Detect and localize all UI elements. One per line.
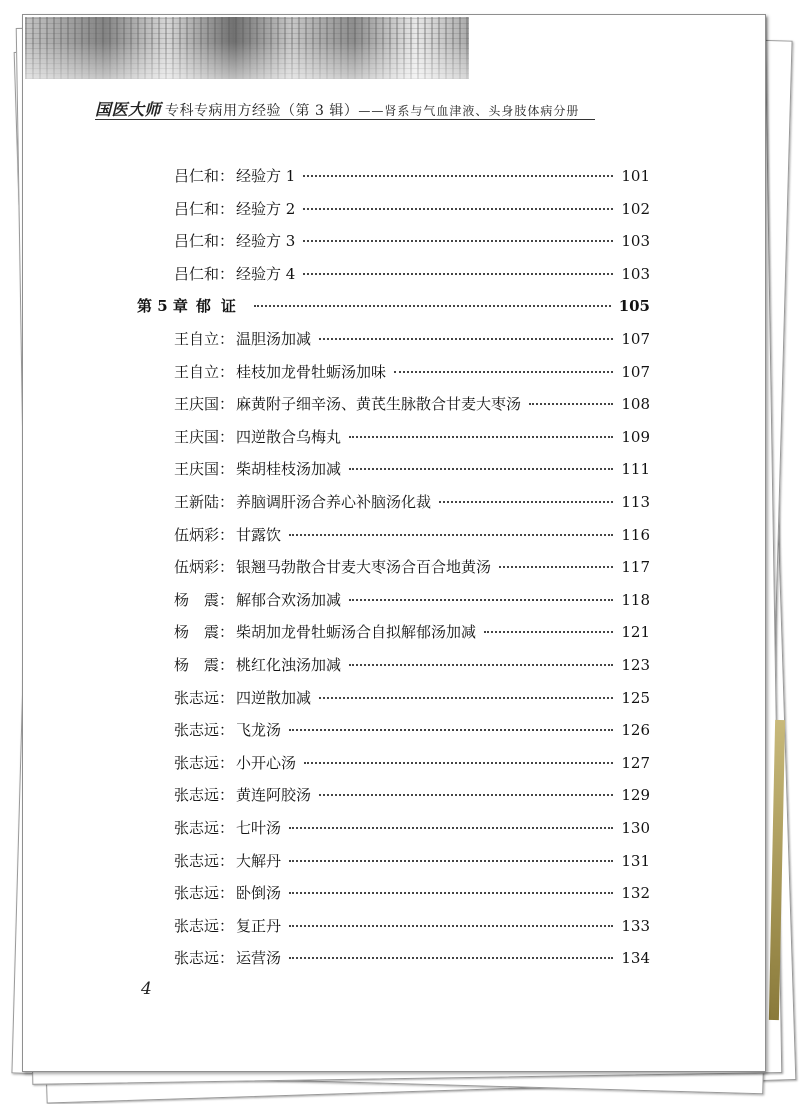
- entry-title: 运营汤: [236, 949, 282, 968]
- toc-entry-label: [174, 230, 295, 251]
- separator-colon: ：: [219, 232, 235, 251]
- toc-entry-label: [174, 947, 281, 968]
- toc-entry-label: [174, 426, 341, 447]
- separator-colon: ：: [219, 493, 235, 511]
- toc-page-number: 107: [621, 330, 650, 348]
- entry-title: 柴胡桂枝汤加减: [236, 460, 342, 479]
- toc-entry-row[interactable]: [174, 426, 650, 450]
- entry-title: 桃红化浊汤加减: [236, 656, 342, 674]
- toc-page-number: 107: [621, 362, 650, 381]
- author-name: 张志远: [174, 753, 220, 772]
- entry-title: 银翘马勃散合甘麦大枣汤合百合地黄汤: [236, 558, 492, 577]
- toc-page-number: 105: [618, 297, 650, 316]
- author-name: 张志远: [174, 851, 220, 870]
- separator-colon: ：: [219, 656, 235, 674]
- toc-page-number: 121: [621, 623, 650, 642]
- separator-colon: ：: [219, 167, 235, 185]
- dot-leader: [289, 860, 613, 862]
- separator-colon: ：: [219, 199, 235, 218]
- toc-entry-label: [174, 328, 311, 349]
- series-brand: 国医大师: [95, 100, 162, 119]
- chapter-number: 第 5 章: [137, 297, 188, 316]
- toc-entry-row[interactable]: [174, 621, 650, 645]
- entry-title: 温胆汤加减: [236, 330, 312, 348]
- toc-entry-label: [174, 784, 311, 805]
- entry-title: 甘露饮: [236, 525, 282, 544]
- toc-page-number: 109: [621, 427, 650, 446]
- toc-entry-row[interactable]: [174, 165, 650, 189]
- separator-colon: ：: [219, 590, 235, 609]
- separator-colon: ：: [219, 525, 235, 544]
- separator-colon: ：: [219, 753, 235, 772]
- entry-title: 七叶汤: [236, 819, 282, 837]
- toc-entry-row[interactable]: [174, 947, 650, 971]
- author-name: 吕仁和: [174, 167, 220, 185]
- toc-page-number: 116: [621, 525, 650, 544]
- toc-entry-label: [174, 719, 281, 740]
- separator-colon: ：: [219, 721, 235, 740]
- separator-colon: ：: [219, 362, 235, 381]
- separator-colon: ：: [219, 460, 235, 479]
- toc-entry-row[interactable]: [174, 687, 650, 711]
- entry-title: 解郁合欢汤加减: [236, 590, 342, 609]
- toc-entry-row[interactable]: [174, 882, 650, 906]
- chapter-title: 郁证: [195, 297, 246, 316]
- author-name: 杨 震: [174, 590, 220, 609]
- toc-entry-row[interactable]: [174, 556, 650, 580]
- toc-entry-label: [174, 524, 281, 545]
- book-title: 专科专病用方经验（第 3 辑）: [165, 103, 359, 119]
- entry-title: 养脑调肝汤合养心补脑汤化裁: [236, 493, 432, 511]
- separator-colon: ：: [219, 330, 235, 348]
- entry-title: 飞龙汤: [236, 721, 282, 740]
- toc-page-number: 111: [621, 460, 650, 479]
- toc-page-number: 130: [621, 819, 650, 837]
- entry-title: 经验方 3: [236, 232, 296, 251]
- entry-title: 四逆散加减: [236, 688, 312, 707]
- toc-entry-row[interactable]: [174, 524, 650, 548]
- dot-leader: [319, 697, 613, 699]
- header-rule: [95, 119, 595, 120]
- dot-leader: [349, 664, 613, 666]
- entry-title: 黄连阿胶汤: [236, 786, 312, 805]
- separator-colon: ：: [219, 688, 235, 707]
- toc-entry-row[interactable]: [174, 361, 650, 385]
- toc-entry-label: [174, 752, 296, 773]
- toc-entry-label: [174, 198, 295, 219]
- toc-page-number: 108: [621, 395, 650, 414]
- dot-leader: [499, 566, 613, 568]
- toc-entry-row[interactable]: [174, 589, 650, 613]
- toc-page-number: 113: [621, 493, 650, 511]
- author-name: 王新陆: [174, 493, 220, 511]
- toc-entry-label: [174, 687, 311, 708]
- dot-leader: [319, 794, 613, 796]
- author-name: 吕仁和: [174, 264, 220, 283]
- toc-entry-row[interactable]: [174, 915, 650, 939]
- toc-entry-row[interactable]: [174, 784, 650, 808]
- author-name: 伍炳彩: [174, 525, 220, 544]
- dot-leader: [289, 892, 613, 894]
- toc-page-number: 127: [621, 753, 650, 772]
- entry-title: 柴胡加龙骨牡蛎汤合自拟解郁汤加减: [236, 623, 477, 642]
- entry-title: 小开心汤: [236, 753, 297, 772]
- dot-leader: [303, 273, 613, 275]
- author-name: 张志远: [174, 688, 220, 707]
- author-name: 王庆国: [174, 460, 220, 479]
- dot-leader: [254, 305, 611, 307]
- dot-leader: [349, 436, 613, 438]
- author-name: 吕仁和: [174, 199, 220, 218]
- toc-entry-label: [174, 556, 491, 577]
- separator-colon: ：: [219, 427, 235, 446]
- toc-entry-label: [174, 491, 431, 512]
- author-name: 张志远: [174, 721, 220, 740]
- author-name: 伍炳彩: [174, 558, 220, 577]
- author-name: 张志远: [174, 884, 220, 903]
- toc-entry-label: [174, 165, 295, 186]
- toc-entry-row[interactable]: [174, 850, 650, 874]
- toc-page-number: 101: [621, 167, 650, 185]
- dot-leader: [439, 501, 613, 503]
- toc-page-number: 133: [621, 916, 650, 935]
- toc-entry-row[interactable]: [174, 328, 650, 352]
- toc-page-number: 118: [621, 590, 650, 609]
- separator-colon: ：: [219, 819, 235, 837]
- dot-leader: [319, 338, 613, 340]
- dot-leader: [289, 729, 613, 731]
- dot-leader: [304, 762, 613, 764]
- toc-page-number: 102: [621, 199, 650, 218]
- toc-page-number: 131: [621, 851, 650, 870]
- toc-entry-row[interactable]: [174, 230, 650, 254]
- separator-colon: ：: [219, 264, 235, 283]
- toc-entry-row[interactable]: [174, 654, 650, 678]
- author-name: 张志远: [174, 916, 220, 935]
- toc-page-number: 123: [621, 656, 650, 674]
- toc-entry-row[interactable]: [174, 491, 650, 515]
- toc-entry-label: [174, 850, 281, 871]
- toc-chapter-label: [137, 295, 246, 316]
- toc-entry-label: [174, 621, 476, 642]
- separator-colon: ：: [219, 916, 235, 935]
- toc-entry-label: [174, 882, 281, 903]
- toc-page-number: 132: [621, 884, 650, 903]
- author-name: 王自立: [174, 362, 220, 381]
- author-name: 杨 震: [174, 623, 220, 642]
- dot-leader: [289, 925, 613, 927]
- separator-colon: ：: [219, 786, 235, 805]
- toc-entry-row[interactable]: [174, 263, 650, 287]
- entry-title: 复正丹: [236, 916, 282, 935]
- page-number: 4: [141, 979, 152, 999]
- toc-entry-label: [174, 589, 341, 610]
- separator-colon: ：: [219, 851, 235, 870]
- toc-entry-label: [174, 458, 341, 479]
- running-header: [95, 97, 579, 120]
- toc-page-number: 125: [621, 688, 650, 707]
- toc-page-number: 126: [621, 721, 650, 740]
- toc-entry-label: [174, 915, 281, 936]
- dot-leader: [289, 827, 613, 829]
- toc-page-number: 103: [621, 264, 650, 283]
- entry-title: 卧倒汤: [236, 884, 282, 903]
- separator-colon: ：: [219, 884, 235, 903]
- toc-page-number: 134: [621, 949, 650, 968]
- entry-title: 桂枝加龙骨牡蛎汤加味: [236, 362, 387, 381]
- toc-entry-row[interactable]: [174, 719, 650, 743]
- dot-leader: [289, 957, 613, 959]
- author-name: 张志远: [174, 786, 220, 805]
- toc-entry-row[interactable]: [174, 198, 650, 222]
- dot-leader: [349, 468, 613, 470]
- entry-title: 经验方 4: [236, 264, 296, 283]
- toc-page-number: 129: [621, 786, 650, 805]
- separator-colon: ：: [219, 395, 235, 414]
- dot-leader: [484, 631, 613, 633]
- dot-leader: [349, 599, 613, 601]
- dot-leader: [289, 534, 613, 536]
- dot-leader: [529, 403, 613, 405]
- toc-chapter-row[interactable]: [137, 295, 650, 319]
- dot-leader: [303, 208, 613, 210]
- author-name: 王庆国: [174, 427, 220, 446]
- book-subtitle: ——肾系与气血津液、头身肢体病分册: [358, 104, 580, 118]
- author-name: 张志远: [174, 819, 220, 837]
- separator-colon: ：: [219, 949, 235, 968]
- toc-entry-row[interactable]: [174, 393, 650, 417]
- toc-entry-label: [174, 361, 386, 382]
- separator-colon: ：: [219, 558, 235, 577]
- dot-leader: [303, 240, 613, 242]
- banner-fade: [25, 17, 469, 79]
- toc-entry-label: [174, 263, 295, 284]
- toc-entry-row[interactable]: [174, 458, 650, 482]
- entry-title: 大解丹: [236, 851, 282, 870]
- dot-leader: [303, 175, 613, 177]
- toc-page-number: 117: [621, 558, 650, 577]
- toc-entry-label: [174, 654, 341, 675]
- toc-page-number: 103: [621, 232, 650, 251]
- author-name: 杨 震: [174, 656, 220, 674]
- entry-title: 麻黄附子细辛汤、黄芪生脉散合甘麦大枣汤: [236, 395, 522, 414]
- toc-entry-row[interactable]: [174, 752, 650, 776]
- entry-title: 四逆散合乌梅丸: [236, 427, 342, 446]
- author-name: 张志远: [174, 949, 220, 968]
- toc-entry-label: [174, 817, 281, 838]
- author-name: 吕仁和: [174, 232, 220, 251]
- toc-entry-label: [174, 393, 521, 414]
- document-page: [22, 14, 766, 1072]
- author-name: 王庆国: [174, 395, 220, 414]
- entry-title: 经验方 1: [236, 167, 296, 185]
- author-name: 王自立: [174, 330, 220, 348]
- toc-entry-row[interactable]: [174, 817, 650, 841]
- dot-leader: [394, 371, 613, 373]
- separator-colon: ：: [219, 623, 235, 642]
- entry-title: 经验方 2: [236, 199, 296, 218]
